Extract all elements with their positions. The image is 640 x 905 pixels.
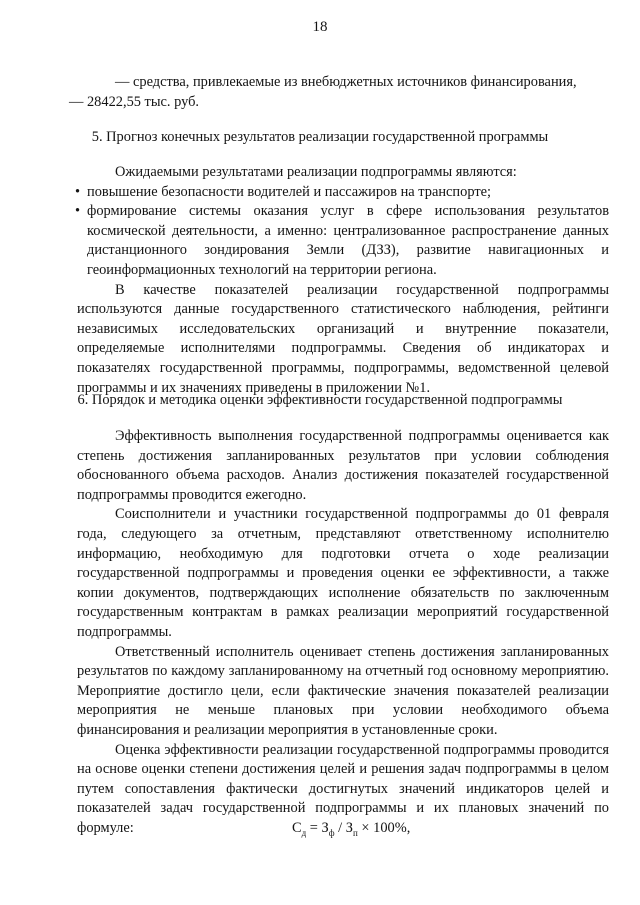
intro-line-2: — 28422,55 тыс. руб. [69, 93, 200, 110]
formula-equals: = [306, 820, 322, 836]
formula-denominator-sub: п [353, 827, 358, 838]
section-6-paragraph-3: Ответственный исполнитель оценивает степень достижения запланированных результатов по каждому запланированному на отчетный год основному мероприятию. Мероприятие достигло цели, если фактические значения показателей реализации мероприятия не меньше плановых при условии необходимого объема финансирования и реализации мероприятия в установленные сроки. [77, 643, 609, 738]
result-bullet-1: • повышение безопасности водителей и пассажиров на транспорте; [77, 183, 609, 203]
formula-numerator-sub: ф [328, 827, 335, 838]
section-6-paragraph-4: Оценка эффективности реализации государственной подпрограммы проводится на основе оценки степени достижения целей и решения задач подпрограммы в целом путем сопоставления фактически достигнутых значений индикаторов целей и показателей задач государственной подпрограммы и их плановых значений по формуле: [77, 741, 609, 836]
formula-denominator: З [345, 820, 353, 836]
formula-divide: / [334, 820, 346, 836]
section-6-heading: 6. Порядок и методика оценки эффективности государственной подпрограммы [77, 392, 563, 408]
formula-tail: × 100%, [357, 820, 411, 836]
formula-numerator: З [321, 820, 329, 836]
intro-line-1: — средства, привлекаемые из внебюджетных источников финансирования, [115, 74, 577, 90]
result-bullet-2: • формирование системы оказания услуг в сфере использования результатов космической деятельности, а именно: централизованное распространение данных дистанционного зондирования Земли (ДЗЗ), развитие навигационных и геоинформационных технологий на территории региона. [77, 202, 609, 280]
section-6-body [77, 427, 609, 838]
efficiency-formula [292, 819, 410, 843]
formula-lhs: С [292, 820, 302, 836]
section-6-paragraph-2: Соисполнители и участники государственной подпрограммы до 01 февраля года, следующего за отчетным, представляют ответственному исполнителю информацию, необходимую для подготовки отчета о ходе реализации государственной подпрограммы и проведения оценки ее эффективности, а также копии документов, подтверждающих исполнение обязательств по заключенным государственным контрактам в рамках реализации мероприятий государственной подпрограммы. [77, 506, 609, 640]
page-number: 18 [312, 19, 328, 35]
section-5-lead: Ожидаемыми результатами реализации подпрограммы являются: [115, 164, 517, 180]
section-5-indicators-paragraph: В качестве показателей реализации государственной подпрограммы используются данные государственного статистического наблюдения, рейтинги независимых исследовательских организаций и внутренние показатели, определяемые исполнителями подпрограммы. Сведения об индикаторах и показателях государственной программы, подпрограммы, ведомственной целевой программы и их значениях приведены в приложении №1. [77, 281, 609, 396]
section-6-paragraph-1: Эффективность выполнения государственной подпрограммы оценивается как степень достижения запланированных результатов при условии соблюдения обоснованного объема расходов. Анализ достижения показателей государственной подпрограммы проводится ежегодно. [77, 428, 609, 503]
funding-intro [69, 73, 609, 112]
formula-lhs-sub: д [301, 827, 307, 838]
section-5-heading: 5. Прогноз конечных результатов реализации государственной программы [91, 129, 549, 145]
section-5-body [77, 163, 609, 398]
